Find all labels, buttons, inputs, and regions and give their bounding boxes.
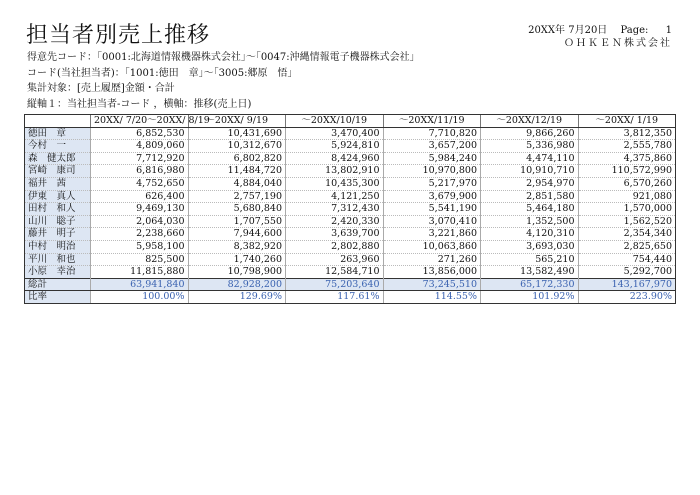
table-cell: 223.90% bbox=[578, 291, 676, 304]
table-cell: 2,851,580 bbox=[481, 190, 579, 203]
company-name: ＯＨＫＥＮ株式会社 bbox=[564, 38, 672, 49]
column-header: 20XX/ 7/20～20XX/ 8/19 bbox=[91, 115, 189, 128]
row-label: 田村 和人 bbox=[25, 203, 91, 216]
table-cell: 5,464,180 bbox=[481, 203, 579, 216]
table-cell: 4,474,110 bbox=[481, 152, 579, 165]
table-cell: 8,382,920 bbox=[188, 240, 286, 253]
table-cell: 3,639,700 bbox=[286, 228, 384, 241]
table-cell: 10,431,690 bbox=[188, 127, 286, 140]
row-label: 総計 bbox=[25, 278, 91, 291]
table-cell: 7,312,430 bbox=[286, 203, 384, 216]
table-cell: 4,375,860 bbox=[578, 152, 676, 165]
table-row bbox=[25, 240, 676, 253]
table-cell: 100.00% bbox=[91, 291, 189, 304]
table-cell: 2,555,780 bbox=[578, 140, 676, 153]
table-cell: 143,167,970 bbox=[578, 278, 676, 291]
table-row bbox=[25, 152, 676, 165]
table-cell: 2,354,340 bbox=[578, 228, 676, 241]
table-row bbox=[25, 215, 676, 228]
table-cell: 82,928,200 bbox=[188, 278, 286, 291]
total-row bbox=[25, 278, 676, 291]
table-cell: 3,657,200 bbox=[383, 140, 481, 153]
row-label: 比率 bbox=[25, 291, 91, 304]
table-cell: 114.55% bbox=[383, 291, 481, 304]
table-row bbox=[25, 228, 676, 241]
row-label: 藤井 明子 bbox=[25, 228, 91, 241]
report-conditions bbox=[27, 50, 415, 112]
table-cell: 3,070,410 bbox=[383, 215, 481, 228]
table-cell: 1,570,000 bbox=[578, 203, 676, 216]
table-cell: 65,172,330 bbox=[481, 278, 579, 291]
table-cell: 4,809,060 bbox=[91, 140, 189, 153]
table-row bbox=[25, 165, 676, 178]
column-header: ～20XX/11/19 bbox=[383, 115, 481, 128]
table-cell: 9,866,260 bbox=[481, 127, 579, 140]
row-label: 徳田 章 bbox=[25, 127, 91, 140]
table-cell: 7,710,820 bbox=[383, 127, 481, 140]
table-cell: 2,954,970 bbox=[481, 177, 579, 190]
table-row bbox=[25, 266, 676, 279]
row-label: 山川 聡子 bbox=[25, 215, 91, 228]
table-cell: 11,484,720 bbox=[188, 165, 286, 178]
table-cell: 825,500 bbox=[91, 253, 189, 266]
row-label: 森 健太郎 bbox=[25, 152, 91, 165]
table-cell: 5,958,100 bbox=[91, 240, 189, 253]
report-title: 担当者別売上推移 bbox=[26, 23, 211, 48]
row-label: 今村 一 bbox=[25, 140, 91, 153]
table-cell: 1,740,260 bbox=[188, 253, 286, 266]
row-label: 宮崎 康司 bbox=[25, 165, 91, 178]
table-cell: 6,802,820 bbox=[188, 152, 286, 165]
table-cell: 73,245,510 bbox=[383, 278, 481, 291]
table-cell: 117.61% bbox=[286, 291, 384, 304]
table-cell: 110,572,990 bbox=[578, 165, 676, 178]
page-label: Page: bbox=[620, 25, 649, 36]
table-cell: 6,816,980 bbox=[91, 165, 189, 178]
table-cell: 13,582,490 bbox=[481, 266, 579, 279]
report-date: 20XX年 7月20日 bbox=[528, 25, 608, 36]
table-cell: 63,941,840 bbox=[91, 278, 189, 291]
condition-axes: 縦軸１：当社担当者-コード ，横軸：推移(売上日) bbox=[27, 98, 252, 110]
table-cell: 10,435,300 bbox=[286, 177, 384, 190]
table-cell: 1,352,500 bbox=[481, 215, 579, 228]
table-row bbox=[25, 127, 676, 140]
table-cell: 2,802,880 bbox=[286, 240, 384, 253]
table-cell: 2,757,190 bbox=[188, 190, 286, 203]
table-cell: 101.92% bbox=[481, 291, 579, 304]
table-cell: 263,960 bbox=[286, 253, 384, 266]
table-cell: 4,884,040 bbox=[188, 177, 286, 190]
page-number: 1 bbox=[665, 25, 672, 36]
table-row bbox=[25, 177, 676, 190]
table-cell: 8,424,960 bbox=[286, 152, 384, 165]
table-cell: 5,984,240 bbox=[383, 152, 481, 165]
table-cell: 5,541,190 bbox=[383, 203, 481, 216]
row-label: 中村 明治 bbox=[25, 240, 91, 253]
table-cell: 7,944,600 bbox=[188, 228, 286, 241]
table-cell: 3,679,900 bbox=[383, 190, 481, 203]
table-cell: 129.69% bbox=[188, 291, 286, 304]
table-cell: 75,203,640 bbox=[286, 278, 384, 291]
table-row bbox=[25, 190, 676, 203]
table-cell: 1,707,550 bbox=[188, 215, 286, 228]
table-cell: 6,570,260 bbox=[578, 177, 676, 190]
table-cell: 4,120,310 bbox=[481, 228, 579, 241]
table-cell: 2,064,030 bbox=[91, 215, 189, 228]
table-cell: 2,420,330 bbox=[286, 215, 384, 228]
table-cell: 12,584,710 bbox=[286, 266, 384, 279]
table-cell: 1,562,520 bbox=[578, 215, 676, 228]
condition-aggregate-target: 集計対象：[売上履歴]金額・合計 bbox=[27, 83, 175, 94]
table-cell: 11,815,880 bbox=[91, 266, 189, 279]
row-label: 伊東 真人 bbox=[25, 190, 91, 203]
table-header-row bbox=[25, 115, 676, 128]
ratio-row bbox=[25, 291, 676, 304]
table-cell: 7,712,920 bbox=[91, 152, 189, 165]
row-label: 福井 茜 bbox=[25, 177, 91, 190]
table-cell: 13,856,000 bbox=[383, 266, 481, 279]
table-cell: 626,400 bbox=[91, 190, 189, 203]
column-header: ～20XX/ 1/19 bbox=[578, 115, 676, 128]
column-header bbox=[25, 115, 91, 128]
condition-staff-code: コード(当社担当者)：｢1001:徳田 章｣～｢3005:郷原 悟｣ bbox=[27, 67, 293, 79]
table-row bbox=[25, 203, 676, 216]
table-cell: 10,970,800 bbox=[383, 165, 481, 178]
condition-customer-code: 得意先コード：｢0001:北海道情報機器株式会社｣～｢0047:沖縄情報電子機器株式会社｣ bbox=[27, 52, 415, 63]
table-cell: 4,752,650 bbox=[91, 177, 189, 190]
row-label: 平川 和也 bbox=[25, 253, 91, 266]
column-header: ～20XX/12/19 bbox=[481, 115, 579, 128]
table-cell: 271,260 bbox=[383, 253, 481, 266]
table-cell: 10,798,900 bbox=[188, 266, 286, 279]
table-row bbox=[25, 253, 676, 266]
table-cell: 10,063,860 bbox=[383, 240, 481, 253]
column-header: ～20XX/ 9/19 bbox=[188, 115, 286, 128]
table-cell: 3,221,860 bbox=[383, 228, 481, 241]
table-cell: 2,825,650 bbox=[578, 240, 676, 253]
report-meta bbox=[518, 24, 672, 50]
table-cell: 754,440 bbox=[578, 253, 676, 266]
table-cell: 13,802,910 bbox=[286, 165, 384, 178]
table-cell: 5,336,980 bbox=[481, 140, 579, 153]
table-cell: 921,080 bbox=[578, 190, 676, 203]
table-row bbox=[25, 140, 676, 153]
table-cell: 4,121,250 bbox=[286, 190, 384, 203]
table-cell: 565,210 bbox=[481, 253, 579, 266]
sales-trend-table bbox=[24, 114, 676, 304]
table-cell: 2,238,660 bbox=[91, 228, 189, 241]
column-header: ～20XX/10/19 bbox=[286, 115, 384, 128]
table-cell: 3,470,400 bbox=[286, 127, 384, 140]
table-cell: 6,852,530 bbox=[91, 127, 189, 140]
table-cell: 5,217,970 bbox=[383, 177, 481, 190]
table-cell: 3,693,030 bbox=[481, 240, 579, 253]
table-cell: 10,312,670 bbox=[188, 140, 286, 153]
table-cell: 5,292,700 bbox=[578, 266, 676, 279]
table-cell: 9,469,130 bbox=[91, 203, 189, 216]
table-cell: 5,924,810 bbox=[286, 140, 384, 153]
table-cell: 5,680,840 bbox=[188, 203, 286, 216]
table-cell: 10,910,710 bbox=[481, 165, 579, 178]
row-label: 小原 幸治 bbox=[25, 266, 91, 279]
table-cell: 3,812,350 bbox=[578, 127, 676, 140]
